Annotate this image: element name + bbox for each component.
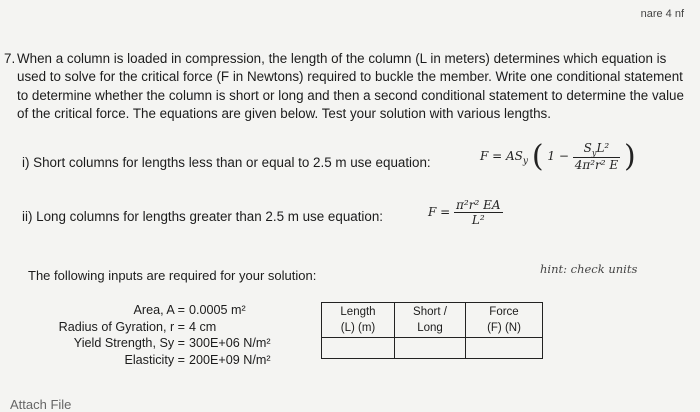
header-length: Length (L) (m) — [322, 303, 395, 338]
inputs-list — [30, 302, 271, 368]
question-text: When a column is loaded in compression, the length of the column (L in meters) determines which equation is used to solve for the critical force (F in Newtons) required to buckle the member. Write one conditional statement to determine whether the column is short or long and then a second conditional statement to determine the value of the critical force. The equations are given below. Test your solution with various lengths. — [17, 51, 684, 122]
input-yield: Yield Strength, Sy = 300E+06 N/m² — [73, 336, 271, 351]
long-column-equation: F = $\frac{\text{π²r² EA}}{\text{L²}}$ — [428, 198, 501, 227]
header-short-long: Short / Long — [395, 303, 466, 338]
result-table — [321, 302, 543, 359]
cell-force[interactable] — [466, 338, 543, 359]
short-column-label: i) Short columns for lengths less than or equal to 2.5 m use equation: — [22, 155, 431, 170]
input-area: Area, A = 0.0005 m² — [133, 303, 246, 317]
inputs-heading: The following inputs are required for your solution: — [28, 268, 317, 283]
cell-length[interactable] — [322, 338, 395, 359]
table-row — [322, 338, 543, 359]
input-elasticity: Elasticity = 200E+09 N/m² — [124, 352, 271, 367]
attach-file-link[interactable]: Attach File — [10, 397, 72, 412]
question-block — [4, 50, 692, 124]
long-column-label: ii) Long columns for lengths greater than 2.5 m use equation: — [22, 209, 384, 224]
short-column-equation: $F = AS_y$ ( 1 − $\frac{S_yL^2}{\text{4π²r² E}}$ ) — [480, 139, 636, 174]
page-marker: nare 4 nf — [640, 8, 684, 20]
cell-short-long[interactable] — [395, 338, 466, 359]
hint-text: hint: check units — [540, 262, 638, 276]
input-radius: Radius of Gyration, r = 4 cm — [58, 319, 217, 334]
header-force: Force (F) (N) — [466, 303, 543, 338]
question-number: 7. — [4, 51, 16, 66]
